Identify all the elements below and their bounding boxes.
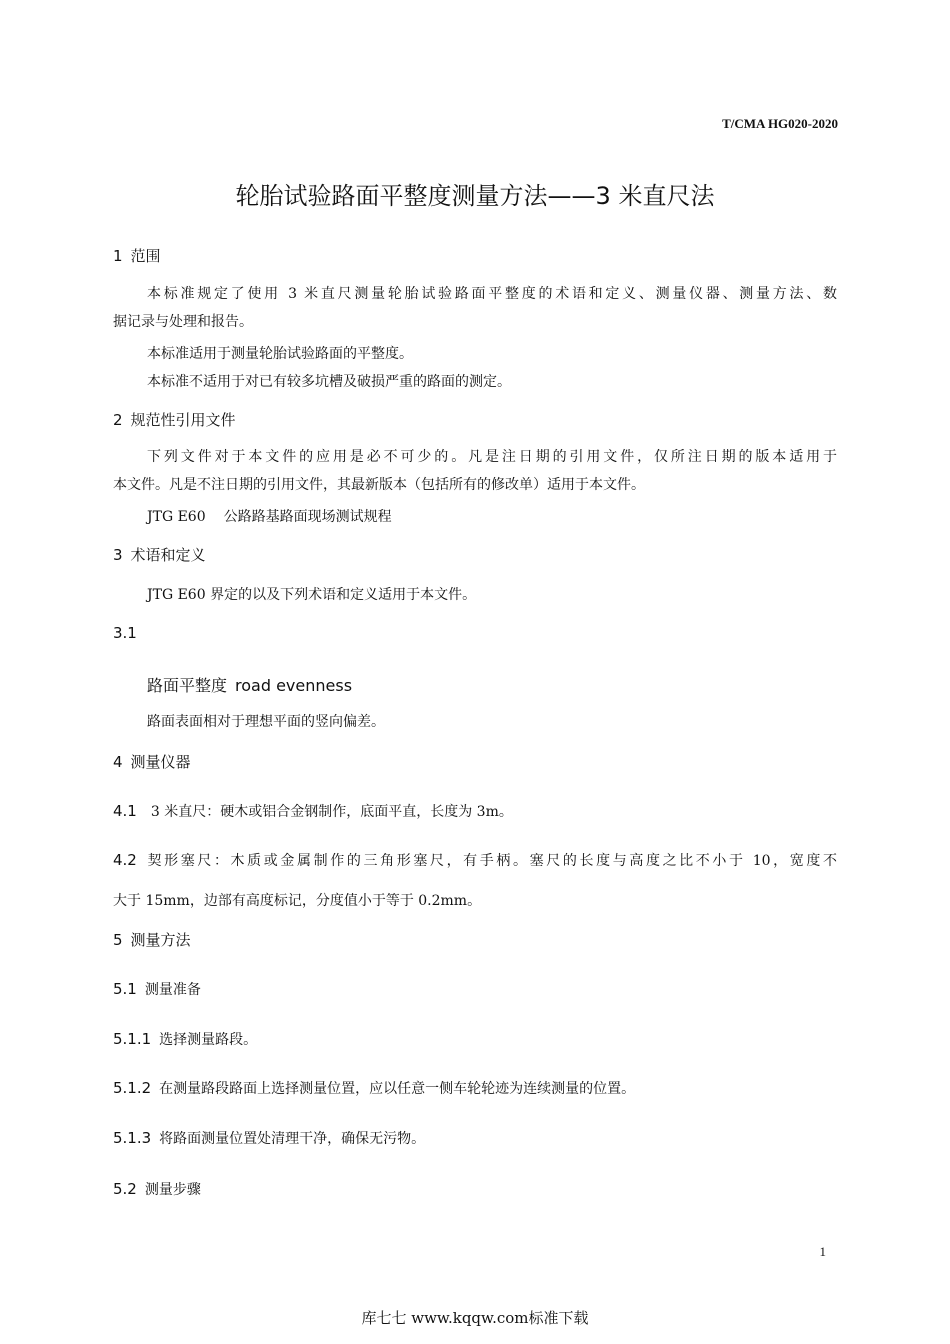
paragraph-line: 据记录与处理和报告。 xyxy=(113,314,253,330)
paragraph-line: 本标准规定了使用 3 米直尺测量轮胎试验路面平整度的术语和定义、测量仪器、测量方法、数 xyxy=(147,286,837,302)
item-text: 选择测量路段。 xyxy=(159,1032,258,1048)
section-2-paragraph-1 xyxy=(113,443,837,499)
item-5-1-1 xyxy=(113,1029,257,1049)
item-text: 将路面测量位置处清理干净，确保无污物。 xyxy=(159,1131,426,1147)
term-entry xyxy=(147,673,352,696)
subsection-5-2 xyxy=(113,1179,201,1199)
item-number: 5.1.2 xyxy=(113,1079,152,1097)
normative-reference xyxy=(147,506,392,526)
item-text: 在测量路段路面上选择测量位置，应以任意一侧车轮轮迹为连续测量的位置。 xyxy=(159,1081,636,1097)
section-number: 2 xyxy=(113,411,123,429)
reference-code: JTG E60 xyxy=(147,509,206,525)
subsection-number: 5.1 xyxy=(113,980,137,998)
term-chinese: 路面平整度 xyxy=(147,676,228,695)
section-title: 范围 xyxy=(130,247,161,265)
section-1-heading xyxy=(113,245,161,266)
section-1-paragraph-1 xyxy=(113,280,837,336)
term-english: road evenness xyxy=(235,676,353,695)
section-1-paragraph-2: 本标准适用于测量轮胎试验路面的平整度。 xyxy=(147,346,413,362)
footer-watermark: 库七七 www.kqqw.com标准下载 xyxy=(361,1309,589,1327)
section-number: 1 xyxy=(113,247,123,265)
item-4-2 xyxy=(113,850,837,911)
subsection-3-1-number: 3.1 xyxy=(113,624,137,642)
section-3-paragraph-1: JTG E60 界定的以及下列术语和定义适用于本文件。 xyxy=(147,587,477,603)
paragraph-line: 本文件。凡是不注日期的引用文件，其最新版本（包括所有的修改单）适用于本文件。 xyxy=(113,477,645,493)
item-number: 5.1.3 xyxy=(113,1129,152,1147)
section-number: 3 xyxy=(113,546,123,564)
page-number: 1 xyxy=(819,1244,826,1259)
section-5-heading xyxy=(113,929,191,950)
item-number: 5.1.1 xyxy=(113,1030,152,1048)
section-4-heading xyxy=(113,751,191,772)
item-5-1-2 xyxy=(113,1078,635,1098)
subsection-5-1 xyxy=(113,979,201,999)
section-2-heading xyxy=(113,409,236,430)
subsection-number: 5.2 xyxy=(113,1180,137,1198)
item-text: 3 米直尺：硬木或铝合金钢制作，底面平直，长度为 3m。 xyxy=(150,804,513,820)
item-5-1-3 xyxy=(113,1128,425,1148)
section-number: 5 xyxy=(113,931,123,949)
item-number: 4.2 xyxy=(113,851,137,869)
section-number: 4 xyxy=(113,753,123,771)
section-1-paragraph-3: 本标准不适用于对已有较多坑槽及破损严重的路面的测定。 xyxy=(147,374,511,390)
document-code: T/CMA HG020-2020 xyxy=(722,116,838,131)
item-line: 大于 15mm，边部有高度标记，分度值小于等于 0.2mm。 xyxy=(113,893,482,909)
item-4-1 xyxy=(113,801,513,821)
item-number: 4.1 xyxy=(113,802,137,820)
term-definition: 路面表面相对于理想平面的竖向偏差。 xyxy=(147,714,385,730)
section-title: 测量方法 xyxy=(130,931,191,949)
section-title: 术语和定义 xyxy=(130,546,206,564)
reference-title: 公路路基路面现场测试规程 xyxy=(223,509,392,525)
section-3-heading xyxy=(113,544,206,565)
section-title: 规范性引用文件 xyxy=(130,411,236,429)
paragraph-line: 下列文件对于本文件的应用是必不可少的。凡是注日期的引用文件，仅所注日期的版本适用于 xyxy=(147,449,837,465)
section-title: 测量仪器 xyxy=(130,753,191,771)
subsection-title: 测量准备 xyxy=(144,982,201,998)
subsection-title: 测量步骤 xyxy=(144,1182,201,1198)
item-text: 契形塞尺：木质或金属制作的三角形塞尺，有手柄。塞尺的长度与高度之比不小于 10，宽度不 xyxy=(144,853,837,869)
document-title: 轮胎试验路面平整度测量方法——3 米直尺法 xyxy=(235,182,715,210)
item-line xyxy=(113,850,837,871)
